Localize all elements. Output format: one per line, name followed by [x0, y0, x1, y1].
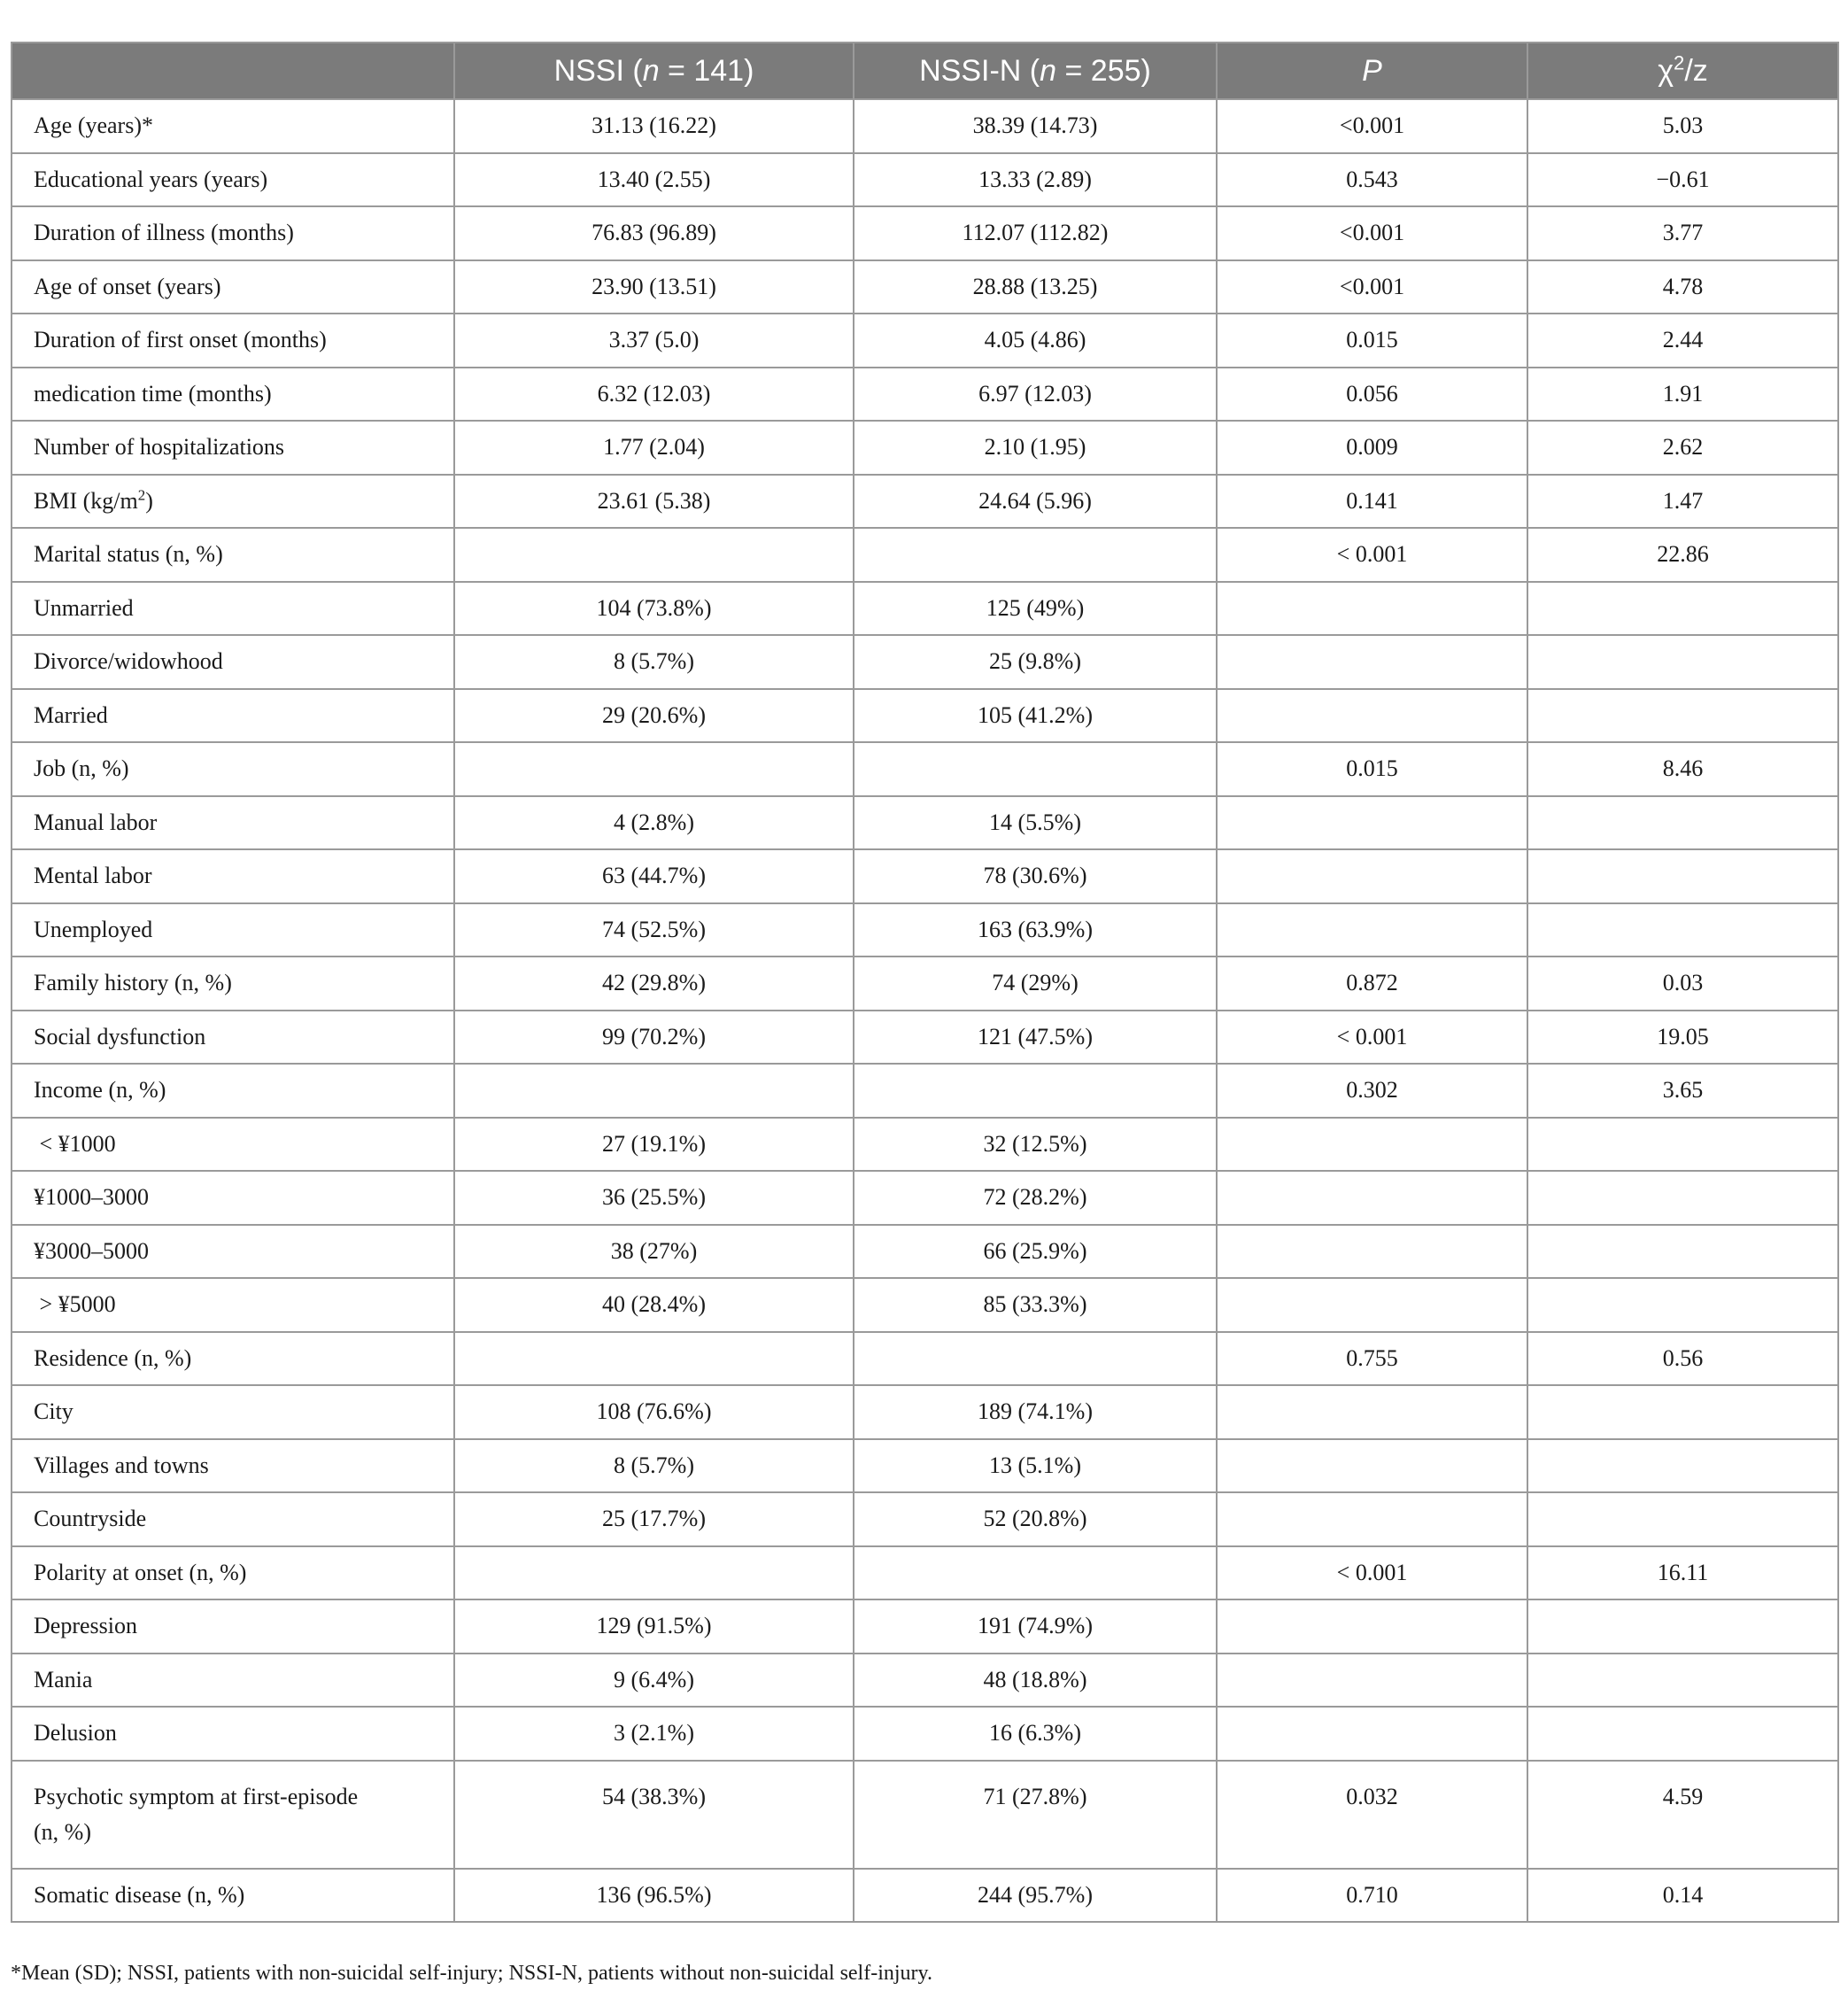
- table-row: [12, 742, 1838, 796]
- row-label-text: Polarity at onset (n, %): [34, 1559, 247, 1585]
- cell-statistic: [1527, 1278, 1838, 1332]
- cell-statistic: 0.56: [1527, 1332, 1838, 1386]
- cell-nssi: 6.32 (12.03): [454, 368, 854, 422]
- row-label: [12, 742, 454, 796]
- table-row: [12, 1385, 1838, 1439]
- cell-p-value: [1217, 1278, 1527, 1332]
- row-label-text: ¥3000–5000: [34, 1237, 149, 1264]
- row-label-text: Job (n, %): [34, 755, 129, 782]
- row-label: [12, 903, 454, 957]
- cell-statistic: 4.59: [1527, 1761, 1838, 1869]
- cell-nssi: [454, 528, 854, 582]
- row-label-text: Depression: [34, 1613, 137, 1639]
- row-label: [12, 314, 454, 368]
- cell-statistic: 8.46: [1527, 742, 1838, 796]
- cell-statistic: [1527, 1118, 1838, 1172]
- cell-nssi-n: 13 (5.1%): [854, 1439, 1217, 1493]
- cell-p-value: [1217, 582, 1527, 636]
- cell-p-value: 0.015: [1217, 742, 1527, 796]
- table-container: [11, 42, 1837, 1923]
- cell-statistic: [1527, 1654, 1838, 1708]
- row-label-line2: (n, %): [34, 1818, 91, 1845]
- row-label: [12, 1546, 454, 1600]
- cell-nssi: 40 (28.4%): [454, 1278, 854, 1332]
- row-label-text: Number of hospitalizations: [34, 434, 285, 461]
- row-label-text: Psychotic symptom at first-episode: [34, 1783, 359, 1809]
- table-row: [12, 903, 1838, 957]
- cell-nssi: 1.77 (2.04): [454, 421, 854, 475]
- cell-statistic: 3.77: [1527, 206, 1838, 260]
- cell-nssi: 42 (29.8%): [454, 957, 854, 1011]
- row-label: [12, 1869, 454, 1923]
- row-label: [12, 1064, 454, 1118]
- table-footnote: *Mean (SD); NSSI, patients with non-suicidal self-injury; NSSI-N, patients without non-suicidal self-injury.: [11, 1962, 932, 1985]
- cell-statistic: 2.62: [1527, 421, 1838, 475]
- cell-nssi-n: 52 (20.8%): [854, 1492, 1217, 1546]
- cell-statistic: [1527, 1492, 1838, 1546]
- cell-statistic: 0.03: [1527, 957, 1838, 1011]
- cell-p-value: 0.755: [1217, 1332, 1527, 1386]
- cell-statistic: [1527, 1707, 1838, 1761]
- cell-statistic: [1527, 635, 1838, 689]
- cell-p-value: 0.009: [1217, 421, 1527, 475]
- header-chi-prefix: χ: [1658, 53, 1674, 88]
- row-label: [12, 260, 454, 314]
- header-nssi: [454, 43, 854, 99]
- table-row: [12, 1761, 1838, 1869]
- cell-statistic: 0.14: [1527, 1869, 1838, 1923]
- row-label-text: medication time (months): [34, 380, 272, 407]
- row-label: [12, 1654, 454, 1708]
- row-label: [12, 1011, 454, 1065]
- cell-p-value: [1217, 1654, 1527, 1708]
- cell-nssi: 8 (5.7%): [454, 1439, 854, 1493]
- row-label: [12, 1439, 454, 1493]
- cell-nssi-n: 38.39 (14.73): [854, 99, 1217, 153]
- row-label-text: > ¥5000: [34, 1291, 116, 1318]
- row-label: [12, 1332, 454, 1386]
- cell-statistic: 19.05: [1527, 1011, 1838, 1065]
- cell-p-value: [1217, 1171, 1527, 1225]
- cell-nssi: 74 (52.5%): [454, 903, 854, 957]
- row-label-text: Unemployed: [34, 916, 153, 942]
- cell-p-value: [1217, 1385, 1527, 1439]
- row-label: [12, 368, 454, 422]
- cell-p-value: 0.141: [1217, 475, 1527, 529]
- row-label: [12, 99, 454, 153]
- cell-statistic: [1527, 1439, 1838, 1493]
- row-label-text: Duration of first onset (months): [34, 327, 327, 353]
- cell-nssi-n: 6.97 (12.03): [854, 368, 1217, 422]
- row-label-text: Countryside: [34, 1506, 147, 1532]
- row-label: [12, 1171, 454, 1225]
- table-row: [12, 206, 1838, 260]
- table-row: [12, 528, 1838, 582]
- cell-statistic: 22.86: [1527, 528, 1838, 582]
- cell-nssi: [454, 1546, 854, 1600]
- table-row: [12, 1707, 1838, 1761]
- cell-nssi-n: 85 (33.3%): [854, 1278, 1217, 1332]
- cell-statistic: [1527, 903, 1838, 957]
- cell-nssi: 108 (76.6%): [454, 1385, 854, 1439]
- row-label: [12, 1707, 454, 1761]
- cell-nssi-n: 13.33 (2.89): [854, 153, 1217, 207]
- header-nssi-n-group: [854, 43, 1217, 99]
- table-row: [12, 1332, 1838, 1386]
- table-row: [12, 1278, 1838, 1332]
- cell-nssi-n: [854, 528, 1217, 582]
- table-row: [12, 582, 1838, 636]
- cell-statistic: 5.03: [1527, 99, 1838, 153]
- row-label-text: Age (years)*: [34, 112, 153, 139]
- cell-nssi: 129 (91.5%): [454, 1599, 854, 1654]
- cell-p-value: [1217, 635, 1527, 689]
- table-row: [12, 1439, 1838, 1493]
- cell-p-value: < 0.001: [1217, 1546, 1527, 1600]
- row-label: [12, 957, 454, 1011]
- table-row: [12, 314, 1838, 368]
- cell-p-value: < 0.001: [1217, 528, 1527, 582]
- table-row: [12, 1171, 1838, 1225]
- cell-nssi-n: 71 (27.8%): [854, 1761, 1217, 1869]
- cell-p-value: 0.872: [1217, 957, 1527, 1011]
- row-label-text: ¥1000–3000: [34, 1184, 149, 1211]
- table-row: [12, 1654, 1838, 1708]
- table-row: [12, 475, 1838, 529]
- cell-nssi: 99 (70.2%): [454, 1011, 854, 1065]
- header-chi-suffix: /z: [1684, 53, 1708, 88]
- cell-statistic: 1.91: [1527, 368, 1838, 422]
- table-header-row: [12, 43, 1838, 99]
- cell-nssi-n: 121 (47.5%): [854, 1011, 1217, 1065]
- table-row: [12, 99, 1838, 153]
- table-row: [12, 1869, 1838, 1923]
- row-label-text: Delusion: [34, 1720, 117, 1747]
- row-label-text: Social dysfunction: [34, 1023, 206, 1049]
- cell-p-value: [1217, 903, 1527, 957]
- header-variable: [12, 43, 454, 99]
- header-nssi-n: n: [642, 53, 660, 88]
- cell-nssi-n: 4.05 (4.86): [854, 314, 1217, 368]
- cell-p-value: [1217, 796, 1527, 850]
- cell-p-value: 0.056: [1217, 368, 1527, 422]
- row-label-text: Age of onset (years): [34, 273, 221, 299]
- row-label-text: Residence (n, %): [34, 1344, 192, 1371]
- header-p: [1217, 43, 1527, 99]
- cell-statistic: [1527, 582, 1838, 636]
- cell-nssi-n: 74 (29%): [854, 957, 1217, 1011]
- cell-nssi-n: 191 (74.9%): [854, 1599, 1217, 1654]
- cell-nssi: 4 (2.8%): [454, 796, 854, 850]
- cell-nssi: 3 (2.1%): [454, 1707, 854, 1761]
- cell-nssi: 136 (96.5%): [454, 1869, 854, 1923]
- cell-nssi-n: 244 (95.7%): [854, 1869, 1217, 1923]
- cell-nssi-n: 2.10 (1.95): [854, 421, 1217, 475]
- cell-nssi: 25 (17.7%): [454, 1492, 854, 1546]
- cell-nssi: 36 (25.5%): [454, 1171, 854, 1225]
- row-label: [12, 1225, 454, 1279]
- cell-p-value: [1217, 1225, 1527, 1279]
- row-label-text: Family history (n, %): [34, 970, 232, 996]
- row-label: [12, 1492, 454, 1546]
- cell-p-value: [1217, 1118, 1527, 1172]
- cell-nssi: 38 (27%): [454, 1225, 854, 1279]
- cell-statistic: 16.11: [1527, 1546, 1838, 1600]
- row-label: [12, 796, 454, 850]
- row-label: [12, 1118, 454, 1172]
- row-label: [12, 528, 454, 582]
- cell-nssi: 31.13 (16.22): [454, 99, 854, 153]
- cell-nssi-n: 16 (6.3%): [854, 1707, 1217, 1761]
- row-label: [12, 1278, 454, 1332]
- table-row: [12, 153, 1838, 207]
- table-body: [12, 99, 1838, 1922]
- cell-p-value: < 0.001: [1217, 1011, 1527, 1065]
- cell-statistic: [1527, 1385, 1838, 1439]
- cell-p-value: [1217, 849, 1527, 903]
- cell-nssi: 27 (19.1%): [454, 1118, 854, 1172]
- row-label: [12, 1761, 454, 1869]
- row-label: [12, 689, 454, 743]
- row-label: [12, 849, 454, 903]
- row-label: [12, 635, 454, 689]
- cell-p-value: [1217, 1707, 1527, 1761]
- row-label-text: Villages and towns: [34, 1452, 209, 1478]
- header-nssi-suffix: = 141): [659, 53, 754, 88]
- cell-nssi: 23.61 (5.38): [454, 475, 854, 529]
- header-nssin-suffix: = 255): [1056, 53, 1151, 88]
- cell-p-value: 0.710: [1217, 1869, 1527, 1923]
- row-label: [12, 582, 454, 636]
- cell-nssi-n: 28.88 (13.25): [854, 260, 1217, 314]
- cell-statistic: [1527, 796, 1838, 850]
- row-label-text: Divorce/widowhood: [34, 648, 223, 675]
- cell-statistic: 2.44: [1527, 314, 1838, 368]
- cell-nssi-n: 14 (5.5%): [854, 796, 1217, 850]
- row-label-text: Mental labor: [34, 863, 152, 889]
- cell-statistic: −0.61: [1527, 153, 1838, 207]
- cell-nssi-n: 112.07 (112.82): [854, 206, 1217, 260]
- cell-nssi-n: 66 (25.9%): [854, 1225, 1217, 1279]
- header-chi-z: [1527, 43, 1838, 99]
- row-label-text: Mania: [34, 1666, 93, 1692]
- row-label: [12, 475, 454, 529]
- row-label-text: BMI (kg/m: [34, 487, 138, 514]
- header-nssin-prefix: NSSI-N (: [919, 53, 1040, 88]
- table-row: [12, 1011, 1838, 1065]
- cell-statistic: 3.65: [1527, 1064, 1838, 1118]
- row-label-text: Manual labor: [34, 809, 158, 835]
- table-row: [12, 635, 1838, 689]
- cell-nssi-n: 105 (41.2%): [854, 689, 1217, 743]
- cell-nssi: 63 (44.7%): [454, 849, 854, 903]
- cell-nssi: [454, 1064, 854, 1118]
- cell-p-value: 0.015: [1217, 314, 1527, 368]
- cell-nssi-n: [854, 1332, 1217, 1386]
- cell-nssi-n: [854, 742, 1217, 796]
- cell-p-value: 0.543: [1217, 153, 1527, 207]
- cell-nssi: 13.40 (2.55): [454, 153, 854, 207]
- table-row: [12, 1546, 1838, 1600]
- table-row: [12, 957, 1838, 1011]
- cell-statistic: [1527, 1225, 1838, 1279]
- row-label: [12, 206, 454, 260]
- header-p-text: P: [1362, 53, 1382, 88]
- cell-nssi-n: 25 (9.8%): [854, 635, 1217, 689]
- cell-p-value: [1217, 1439, 1527, 1493]
- table-row: [12, 1118, 1838, 1172]
- table-row: [12, 1492, 1838, 1546]
- cell-p-value: 0.302: [1217, 1064, 1527, 1118]
- cell-p-value: 0.032: [1217, 1761, 1527, 1869]
- row-label-text: < ¥1000: [34, 1130, 116, 1157]
- cell-nssi: 104 (73.8%): [454, 582, 854, 636]
- row-label-text: Marital status (n, %): [34, 541, 223, 568]
- row-label-suffix: ): [145, 487, 153, 514]
- row-label-text: Married: [34, 701, 108, 728]
- cell-statistic: [1527, 849, 1838, 903]
- header-nssin-n: n: [1040, 53, 1057, 88]
- table-row: [12, 260, 1838, 314]
- table-row: [12, 689, 1838, 743]
- cell-nssi-n: [854, 1546, 1217, 1600]
- cell-statistic: [1527, 1599, 1838, 1654]
- cell-p-value: [1217, 689, 1527, 743]
- cell-nssi-n: 48 (18.8%): [854, 1654, 1217, 1708]
- row-label: [12, 153, 454, 207]
- cell-nssi: [454, 742, 854, 796]
- cell-nssi: 23.90 (13.51): [454, 260, 854, 314]
- table-row: [12, 1599, 1838, 1654]
- demographics-table: [11, 42, 1839, 1923]
- cell-nssi-n: 32 (12.5%): [854, 1118, 1217, 1172]
- cell-statistic: [1527, 689, 1838, 743]
- cell-nssi: [454, 1332, 854, 1386]
- cell-nssi: 8 (5.7%): [454, 635, 854, 689]
- row-label-text: Somatic disease (n, %): [34, 1881, 245, 1908]
- cell-nssi-n: 163 (63.9%): [854, 903, 1217, 957]
- cell-p-value: <0.001: [1217, 99, 1527, 153]
- cell-statistic: 4.78: [1527, 260, 1838, 314]
- cell-nssi-n: [854, 1064, 1217, 1118]
- cell-nssi: 9 (6.4%): [454, 1654, 854, 1708]
- cell-p-value: <0.001: [1217, 260, 1527, 314]
- row-label: [12, 1385, 454, 1439]
- cell-nssi-n: 24.64 (5.96): [854, 475, 1217, 529]
- table-row: [12, 849, 1838, 903]
- cell-nssi-n: 125 (49%): [854, 582, 1217, 636]
- cell-nssi-n: 72 (28.2%): [854, 1171, 1217, 1225]
- cell-nssi-n: 189 (74.1%): [854, 1385, 1217, 1439]
- table-row: [12, 421, 1838, 475]
- cell-nssi: 29 (20.6%): [454, 689, 854, 743]
- row-label: [12, 1599, 454, 1654]
- cell-nssi-n: 78 (30.6%): [854, 849, 1217, 903]
- cell-p-value: <0.001: [1217, 206, 1527, 260]
- table-row: [12, 1064, 1838, 1118]
- row-label-sup: 2: [137, 486, 146, 504]
- table-row: [12, 1225, 1838, 1279]
- cell-nssi: 54 (38.3%): [454, 1761, 854, 1869]
- cell-statistic: 1.47: [1527, 475, 1838, 529]
- cell-nssi: 76.83 (96.89): [454, 206, 854, 260]
- table-row: [12, 368, 1838, 422]
- table-row: [12, 796, 1838, 850]
- header-chi-sup: 2: [1674, 51, 1685, 74]
- cell-p-value: [1217, 1599, 1527, 1654]
- header-nssi-prefix: NSSI (: [553, 53, 643, 88]
- row-label-text: Duration of illness (months): [34, 220, 294, 246]
- cell-nssi: 3.37 (5.0): [454, 314, 854, 368]
- cell-p-value: [1217, 1492, 1527, 1546]
- row-label-text: City: [34, 1398, 73, 1425]
- row-label: [12, 421, 454, 475]
- row-label-text: Educational years (years): [34, 166, 268, 192]
- row-label-text: Unmarried: [34, 594, 134, 621]
- cell-statistic: [1527, 1171, 1838, 1225]
- row-label-text: Income (n, %): [34, 1077, 166, 1104]
